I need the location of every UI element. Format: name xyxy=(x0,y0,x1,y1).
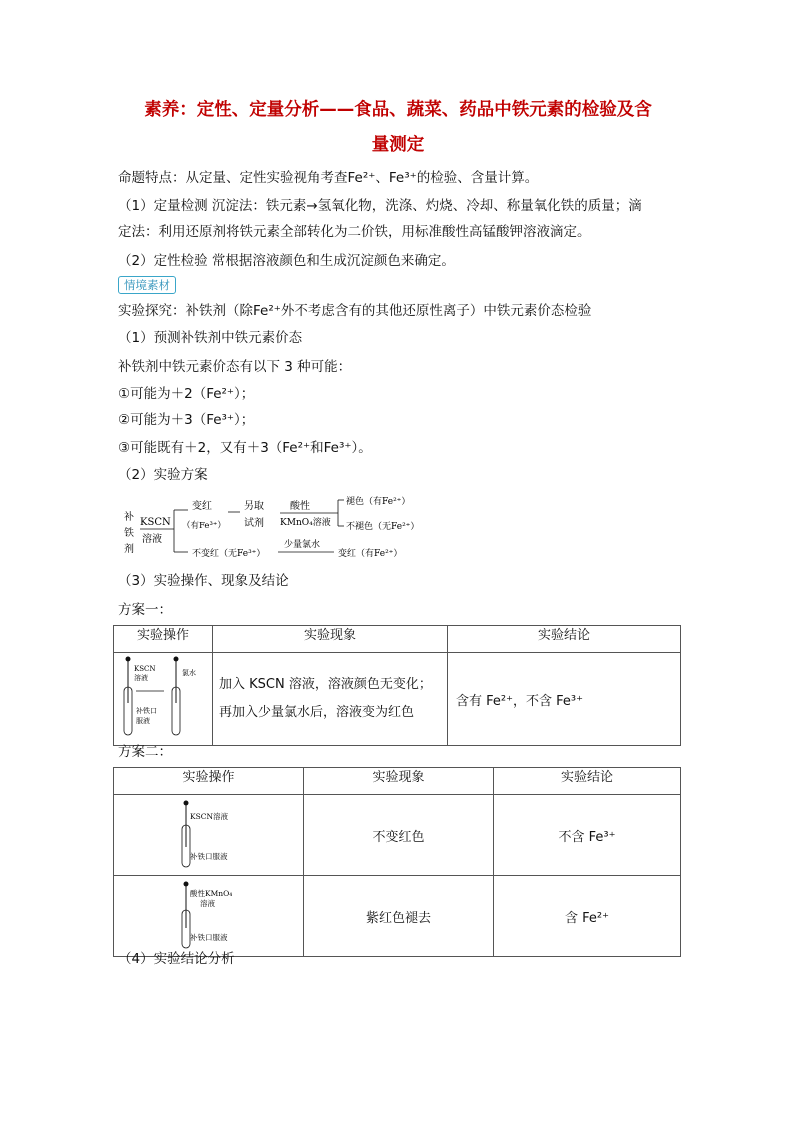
plan1-table xyxy=(113,625,681,746)
flow-chlorine: 少量氯水 xyxy=(284,540,321,550)
experiment-topic: 实验探究：补铁剂（除Fe²⁺外不考虑含有的其他还原性离子）中铁元素价态检验 xyxy=(118,303,592,319)
plan2-row1-figure xyxy=(114,795,303,871)
flow-kmno4: KMnO₄溶液 xyxy=(280,518,331,528)
plan2-label: 方案二： xyxy=(118,744,172,760)
header-phenomenon: 实验现象 xyxy=(213,626,448,653)
plan2-row1-label-top: KSCN溶液 xyxy=(190,812,229,821)
page-title-line1: 素养：定性、定量分析——食品、蔬菜、药品中铁元素的检验及含 xyxy=(144,100,652,120)
plan2-header-row xyxy=(114,768,681,795)
header-conclusion-2: 实验结论 xyxy=(494,768,681,795)
dropper-bulb-2 xyxy=(174,657,179,662)
flow-nofade: 不褪色（无Fe²⁺） xyxy=(346,522,420,532)
plan2-row2-operation xyxy=(114,876,304,957)
flow-red-note: （有Fe³⁺） xyxy=(182,521,226,531)
plan2-row1-operation xyxy=(114,795,304,876)
plan1-label-iron2: 服液 xyxy=(136,717,150,725)
flow-reagent-char1: 补 xyxy=(124,512,134,523)
dropper-bulb-1 xyxy=(126,657,131,662)
step4-heading: （4）实验结论分析 xyxy=(118,951,235,967)
experiment-flow-diagram xyxy=(118,494,448,564)
step2-heading: （2）实验方案 xyxy=(118,467,208,483)
plan2-row-1 xyxy=(114,795,681,876)
plan2-row1-phenomenon: 不变红色 xyxy=(304,795,494,876)
flow-take2: 试剂 xyxy=(244,518,264,529)
flow-take1: 另取 xyxy=(244,501,264,512)
flow-nored: 不变红（无Fe³⁺） xyxy=(192,549,266,559)
quantitative-line2: 定法：利用还原剂将铁元素全部转化为二价铁，用标准酸性高锰酸钾溶液滴定。 xyxy=(118,224,591,240)
plan1-label-cl: 氯水 xyxy=(182,669,196,677)
plan1-phenomenon: 加入 KSCN 溶液，溶液颜色无变化；再加入少量氯水后，溶液变为红色 xyxy=(213,653,448,746)
plan2-row2-figure xyxy=(114,876,303,952)
qualitative-text: （2）定性检验 常根据溶液颜色和生成沉淀颜色来确定。 xyxy=(118,253,455,269)
plan1-header-row xyxy=(114,626,681,653)
plan1-label-iron1: 补铁口 xyxy=(136,707,157,715)
header-operation: 实验操作 xyxy=(114,626,213,653)
plan2-row2-phenomenon: 紫红色褪去 xyxy=(304,876,494,957)
features-text: 命题特点：从定量、定性实验视角考查Fe²⁺、Fe³⁺的检验、含量计算。 xyxy=(118,170,539,186)
header-operation-2: 实验操作 xyxy=(114,768,304,795)
header-conclusion: 实验结论 xyxy=(448,626,681,653)
plan1-row xyxy=(114,653,681,746)
flow-reagent-char3: 剂 xyxy=(124,544,134,555)
option-2: ②可能为＋3（Fe³⁺）； xyxy=(118,412,255,428)
plan1-label-kscn1: KSCN xyxy=(134,665,156,673)
plan2-row2-label-top2: 溶液 xyxy=(200,899,215,908)
step3-heading: （3）实验操作、现象及结论 xyxy=(118,573,289,589)
option-3: ③可能既有＋2，又有＋3（Fe²⁺和Fe³⁺）。 xyxy=(118,440,372,456)
header-phenomenon-2: 实验现象 xyxy=(304,768,494,795)
context-tag: 情境素材 xyxy=(118,276,176,294)
page-title-line2: 量测定 xyxy=(371,135,425,155)
step1-heading: （1）预测补铁剂中铁元素价态 xyxy=(118,330,303,346)
flow-fade: 褪色（有Fe²⁺） xyxy=(346,497,411,507)
flow-kscn: KSCN xyxy=(140,517,171,528)
dropper-bulb-3 xyxy=(184,801,189,806)
plan2-row2-conclusion: 含 Fe²⁺ xyxy=(494,876,681,957)
plan1-conclusion: 含有 Fe²⁺，不含 Fe³⁺ xyxy=(448,653,681,746)
quantitative-line1: （1）定量检测 沉淀法：铁元素→氢氧化物，洗涤、灼烧、冷却、称量氧化铁的质量；滴 xyxy=(118,198,642,214)
flow-red2: 变红（有Fe²⁺） xyxy=(338,549,403,559)
flow-solution: 溶液 xyxy=(142,534,162,545)
plan1-label-kscn2: 溶液 xyxy=(134,674,148,682)
flow-acidic: 酸性 xyxy=(290,501,310,512)
flow-reagent-char2: 铁 xyxy=(124,528,134,539)
plan2-row2-label-top1: 酸性KMnO₄ xyxy=(190,889,233,898)
plan1-label: 方案一： xyxy=(118,602,172,618)
predict-intro: 补铁剂中铁元素价态有以下 3 种可能： xyxy=(118,359,352,375)
option-1: ①可能为＋2（Fe²⁺）； xyxy=(118,386,255,402)
plan1-operation-cell xyxy=(114,653,213,746)
plan2-row-2 xyxy=(114,876,681,957)
plan1-apparatus-figure xyxy=(114,653,212,741)
plan2-row2-label-bottom: 补铁口服液 xyxy=(190,933,228,942)
dropper-bulb-4 xyxy=(184,882,189,887)
plan2-table xyxy=(113,767,681,957)
flow-red: 变红 xyxy=(192,501,212,512)
plan2-row1-conclusion: 不含 Fe³⁺ xyxy=(494,795,681,876)
plan2-row1-label-bottom: 补铁口服液 xyxy=(190,852,228,861)
